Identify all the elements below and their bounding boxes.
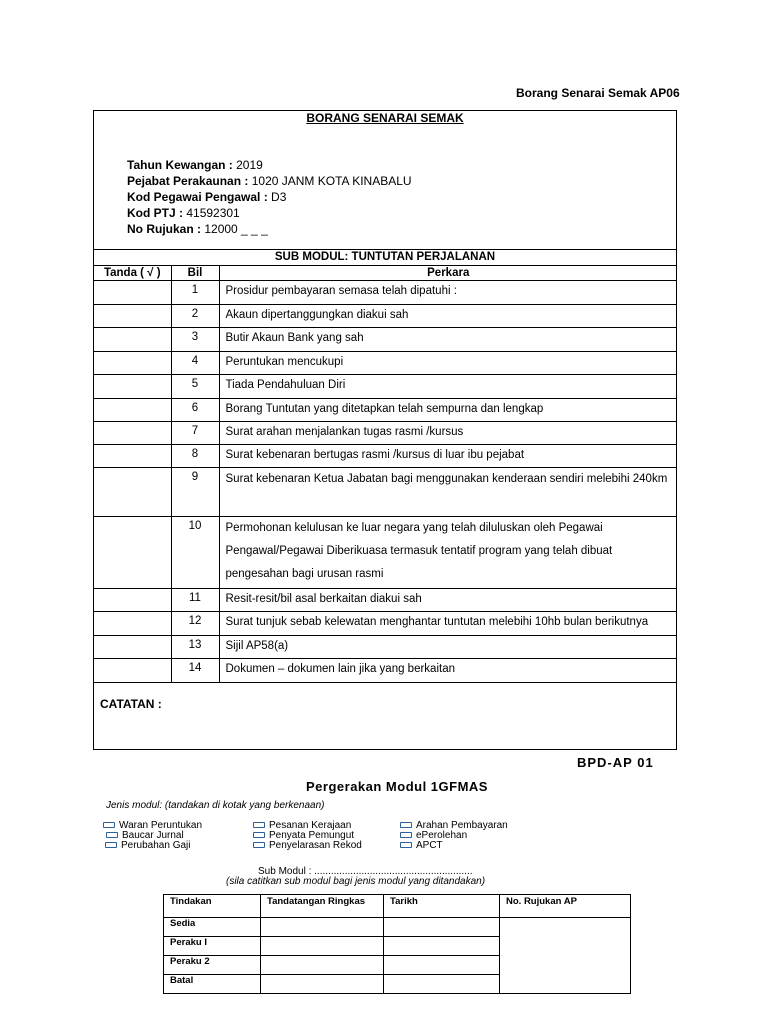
tahun-kewangan-row: [127, 157, 412, 173]
pejabat-perakaunan-label: Pejabat Perakaunan :: [127, 174, 249, 188]
checklist-header-row: [94, 265, 677, 281]
kod-pegawai-pengawal-value: D3: [271, 190, 287, 204]
module-option-label: Baucar Jurnal: [122, 830, 184, 841]
table-row: [94, 636, 677, 659]
tanda-checkbox-cell[interactable]: [94, 445, 171, 468]
module-option-penyelarasan-rekod[interactable]: [253, 841, 362, 851]
catatan-label: CATATAN :: [100, 697, 162, 711]
tanda-checkbox-cell[interactable]: [94, 589, 171, 612]
module-option-label: Penyelarasan Rekod: [269, 840, 362, 851]
no-rujukan-value: 12000 _ _ _: [204, 222, 268, 236]
checkbox-icon[interactable]: [400, 842, 412, 848]
perkara-cell: Permohonan kelulusan ke luar negara yang telah diluluskan oleh Pegawai Pengawal/Pegawai Diberikuasa termasuk tentatif program yang telah dibuat pengesahan bagi urusan rasmi: [219, 517, 677, 589]
tahun-kewangan-value: 2019: [236, 158, 263, 172]
checkbox-icon[interactable]: [400, 822, 412, 828]
tandatangan-cell[interactable]: [261, 937, 384, 956]
module-option-label: Waran Peruntukan: [119, 820, 203, 831]
tandatangan-cell[interactable]: [261, 918, 384, 937]
checkbox-icon[interactable]: [105, 842, 117, 848]
module-option-perubahan-gaji[interactable]: [105, 841, 191, 851]
checkbox-icon[interactable]: [106, 832, 118, 838]
module-option-label: Perubahan Gaji: [121, 840, 191, 851]
column-header-perkara: Perkara: [219, 265, 677, 281]
kod-pegawai-pengawal-row: [127, 189, 412, 205]
tindakan-cell: Batal: [164, 975, 261, 994]
tandatangan-cell[interactable]: [261, 956, 384, 975]
perkara-cell: Akaun dipertanggungkan diakui sah: [219, 305, 677, 328]
tahun-kewangan-label: Tahun Kewangan :: [127, 158, 233, 172]
module-option-apct[interactable]: [400, 841, 443, 851]
movement-header-row: [164, 895, 631, 918]
movement-table: [163, 894, 631, 994]
tanda-checkbox-cell[interactable]: [94, 352, 171, 375]
checklist-table: [94, 265, 677, 683]
table-row: [94, 399, 677, 422]
tanda-checkbox-cell[interactable]: [94, 328, 171, 352]
module-option-label: ePerolehan: [416, 830, 468, 841]
table-row: [94, 468, 677, 517]
tanda-checkbox-cell[interactable]: [94, 612, 171, 636]
bil-cell: 6: [171, 399, 219, 422]
tanda-checkbox-cell[interactable]: [94, 636, 171, 659]
column-header-no-rujukan: No. Rujukan AP: [500, 895, 631, 918]
tanda-checkbox-cell[interactable]: [94, 468, 171, 517]
tarikh-cell[interactable]: [384, 956, 500, 975]
bil-cell: 13: [171, 636, 219, 659]
checkbox-icon[interactable]: [253, 822, 265, 828]
bil-cell: 9: [171, 468, 219, 517]
perkara-cell: Resit-resit/bil asal berkaitan diakui sah: [219, 589, 677, 612]
table-row: [94, 352, 677, 375]
perkara-cell: Surat tunjuk sebab kelewatan menghantar tuntutan melebihi 10hb bulan berikutnya: [219, 612, 677, 636]
tarikh-cell[interactable]: [384, 918, 500, 937]
table-row: [164, 918, 631, 937]
pejabat-perakaunan-row: [127, 173, 412, 189]
tanda-checkbox-cell[interactable]: [94, 517, 171, 589]
perkara-cell: Borang Tuntutan yang ditetapkan telah sempurna dan lengkap: [219, 399, 677, 422]
table-row: [94, 328, 677, 352]
pergerakan-modul-title: [0, 779, 768, 794]
column-header-tindakan: Tindakan: [164, 895, 261, 918]
module-option-label: APCT: [416, 840, 443, 851]
bil-cell: 1: [171, 281, 219, 305]
tindakan-cell: Peraku I: [164, 937, 261, 956]
perkara-cell: Dokumen – dokumen lain jika yang berkaitan: [219, 659, 677, 683]
table-row: [94, 659, 677, 683]
jenis-modul-note: Jenis modul: (tandakan di kotak yang berkenaan): [106, 800, 325, 811]
table-row: [94, 305, 677, 328]
header-info: [127, 157, 412, 237]
table-row: [94, 281, 677, 305]
tarikh-cell[interactable]: [384, 937, 500, 956]
bil-cell: 12: [171, 612, 219, 636]
perkara-cell: Peruntukan mencukupi: [219, 352, 677, 375]
form-title: BORANG SENARAI SEMAK: [306, 111, 464, 125]
bpd-form-code: BPD-AP 01: [577, 755, 654, 770]
column-header-tandatangan: Tandatangan Ringkas: [261, 895, 384, 918]
checkbox-icon[interactable]: [400, 832, 412, 838]
no-rujukan-label: No Rujukan :: [127, 222, 201, 236]
perkara-cell: Surat kebenaran bertugas rasmi /kursus di luar ibu pejabat: [219, 445, 677, 468]
table-row: [94, 445, 677, 468]
tanda-checkbox-cell[interactable]: [94, 375, 171, 399]
table-row: [94, 589, 677, 612]
perkara-cell: Sijil AP58(a): [219, 636, 677, 659]
perkara-cell: Surat kebenaran Ketua Jabatan bagi menggunakan kenderaan sendiri melebihi 240km: [219, 468, 677, 517]
column-header-tanda: Tanda ( √ ): [94, 265, 171, 281]
tanda-checkbox-cell[interactable]: [94, 422, 171, 445]
tanda-checkbox-cell[interactable]: [94, 399, 171, 422]
column-header-bil: Bil: [171, 265, 219, 281]
form-reference: Borang Senarai Semak AP06: [516, 86, 680, 100]
tindakan-cell: Sedia: [164, 918, 261, 937]
tanda-checkbox-cell[interactable]: [94, 659, 171, 683]
pejabat-perakaunan-value: 1020 JANM KOTA KINABALU: [251, 174, 412, 188]
table-row: [94, 517, 677, 589]
perkara-cell: Prosidur pembayaran semasa telah dipatuhi :: [219, 281, 677, 305]
kod-ptj-value: 41592301: [186, 206, 240, 220]
checklist-form: [93, 110, 677, 750]
module-option-label: Pesanan Kerajaan: [269, 820, 352, 831]
kod-ptj-row: [127, 205, 412, 221]
sub-modul-heading: SUB MODUL: TUNTUTAN PERJALANAN: [94, 249, 676, 266]
checkbox-icon[interactable]: [103, 822, 115, 828]
checkbox-icon[interactable]: [253, 842, 265, 848]
kod-pegawai-pengawal-label: Kod Pegawai Pengawal :: [127, 190, 268, 204]
bil-cell: 8: [171, 445, 219, 468]
bil-cell: 11: [171, 589, 219, 612]
tandatangan-cell[interactable]: [261, 975, 384, 994]
checkbox-icon[interactable]: [253, 832, 265, 838]
tanda-checkbox-cell[interactable]: [94, 305, 171, 328]
perkara-cell: Tiada Pendahuluan Diri: [219, 375, 677, 399]
bil-cell: 10: [171, 517, 219, 589]
no-rujukan-ap-cell[interactable]: [500, 918, 631, 994]
table-row: [94, 422, 677, 445]
bil-cell: 4: [171, 352, 219, 375]
no-rujukan-row: [127, 221, 412, 237]
column-header-tarikh: Tarikh: [384, 895, 500, 918]
module-option-label: Penyata Pemungut: [269, 830, 355, 841]
module-option-label: Arahan Pembayaran: [416, 820, 508, 831]
tanda-checkbox-cell[interactable]: [94, 281, 171, 305]
bil-cell: 2: [171, 305, 219, 328]
sub-modul-note: (sila catitkan sub modul bagi jenis modul yang ditandakan): [226, 876, 486, 887]
perkara-cell: Surat arahan menjalankan tugas rasmi /kursus: [219, 422, 677, 445]
table-row: [94, 612, 677, 636]
bil-cell: 3: [171, 328, 219, 352]
kod-ptj-label: Kod PTJ :: [127, 206, 183, 220]
sub-modul-field[interactable]: Sub Modul : .........................................................: [258, 866, 473, 877]
tindakan-cell: Peraku 2: [164, 956, 261, 975]
bil-cell: 7: [171, 422, 219, 445]
bil-cell: 5: [171, 375, 219, 399]
tarikh-cell[interactable]: [384, 975, 500, 994]
perkara-cell: Butir Akaun Bank yang sah: [219, 328, 677, 352]
bil-cell: 14: [171, 659, 219, 683]
pergerakan-modul-title-text: Pergerakan Modul 1GFMAS: [306, 779, 488, 794]
table-row: [94, 375, 677, 399]
